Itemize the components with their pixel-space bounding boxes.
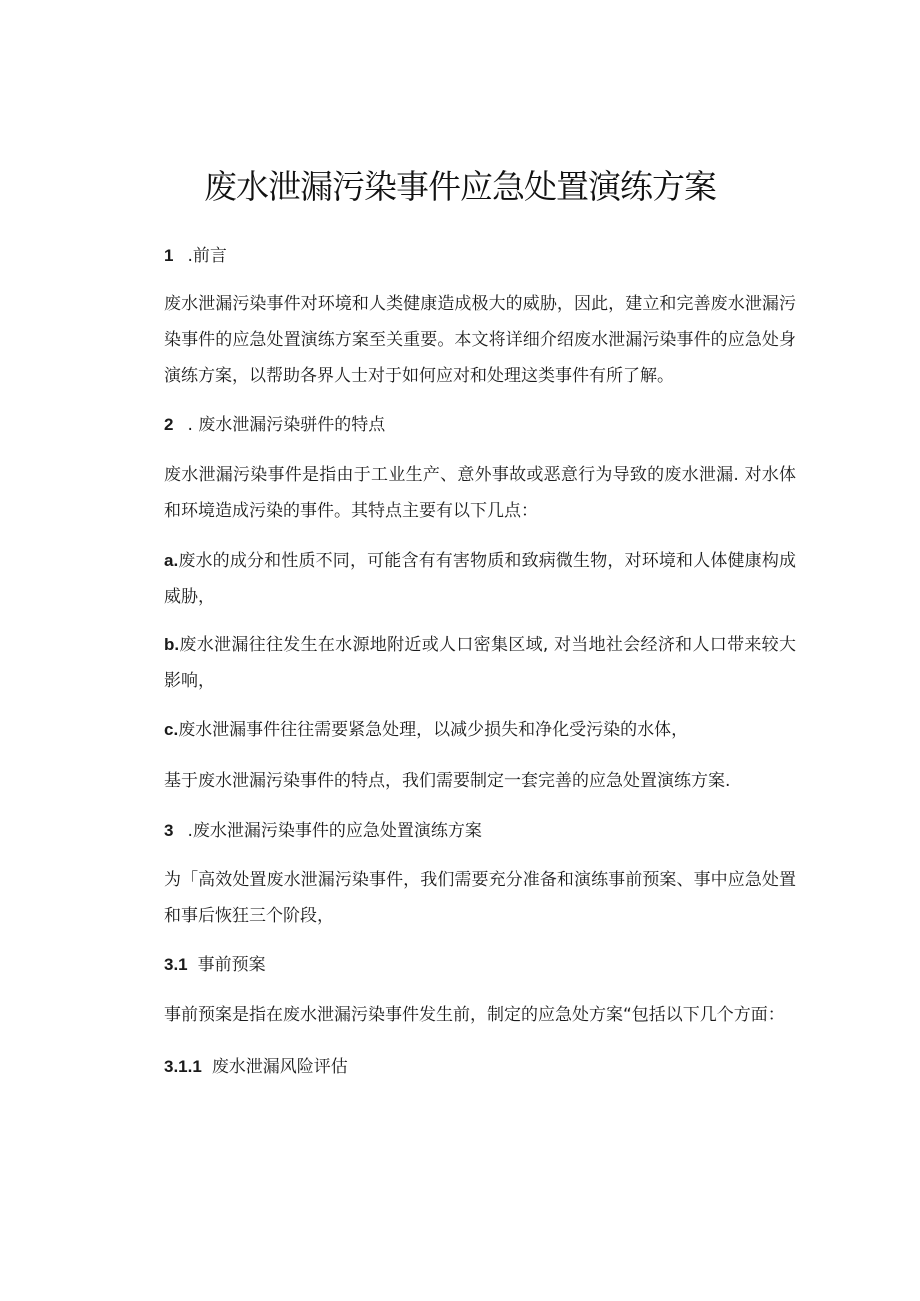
- section-heading-3-1: [164, 947, 796, 983]
- section-heading-3: [164, 813, 796, 849]
- paragraph-pre-plan: 事前预案是指在废水泄漏污染事件发生前，制定的应急处方案“包括以下几个方面：: [164, 1005, 785, 1025]
- paragraph-intro: 废水泄漏污染事件对环境和人类健康造成极大的威胁，因此，建立和完善废水泄漏污染事件的应急处置演练方案至关重要。本文将详细介绍废水泄漏污染事件的应急处身演练方案，以帮助各界人士对于如何应对和处理这类事件有所了解。: [164, 294, 796, 386]
- section-heading-2: [164, 407, 796, 443]
- section-number: 3.1: [164, 955, 188, 974]
- section-title: .废水泄漏污染事件的应急处置演练方案: [187, 821, 482, 841]
- section-title: . 废水泄漏污染骈件的特点: [187, 415, 386, 435]
- list-marker: b.: [164, 635, 180, 654]
- paragraph-features: 废水泄漏污染事件是指由于工业生产、意外事故或恶意行为导致的废水泄漏. 对水体和环境造成污染的事件。其特点主要有以下几点：: [164, 465, 796, 521]
- list-item-c: [164, 712, 796, 748]
- section-title: 事前预案: [197, 955, 266, 975]
- section-title: .前言: [187, 246, 227, 266]
- list-item-a: [164, 543, 796, 615]
- paragraph-summary: 基于废水泄漏污染事件的特点，我们需要制定一套完善的应急处置演练方案.: [164, 771, 731, 791]
- list-text: 废水泄漏事件往往需要紧急处理，以减少损失和净化受污染的水体，: [178, 720, 689, 740]
- section-number: 3: [164, 821, 174, 840]
- section-heading-1: [164, 238, 796, 274]
- list-marker: c.: [164, 720, 179, 739]
- section-title: 废水泄漏风险评估: [211, 1057, 348, 1077]
- list-text: 废水的成分和性质不同，可能含有有害物质和致病微生物，对环境和人体健康构成威胁，: [164, 551, 796, 607]
- paragraph-plan: 为「高效处置废水泄漏污染事件，我们需要充分准备和演练事前预案、事中应急处置和事后恢狂三个阶段，: [164, 870, 796, 926]
- section-number: 3.1.1: [164, 1057, 202, 1076]
- section-number: 2: [164, 415, 174, 434]
- section-number: 1: [164, 246, 174, 265]
- list-marker: a.: [164, 551, 179, 570]
- document-title: 废水泄漏污染事件应急处置演练方案: [204, 167, 716, 206]
- section-heading-3-1-1: [164, 1049, 796, 1085]
- list-text: 废水泄漏往往发生在水源地附近或人口密集区域, 对当地社会经济和人口带来较大影响，: [164, 635, 796, 691]
- list-item-b: [164, 627, 796, 699]
